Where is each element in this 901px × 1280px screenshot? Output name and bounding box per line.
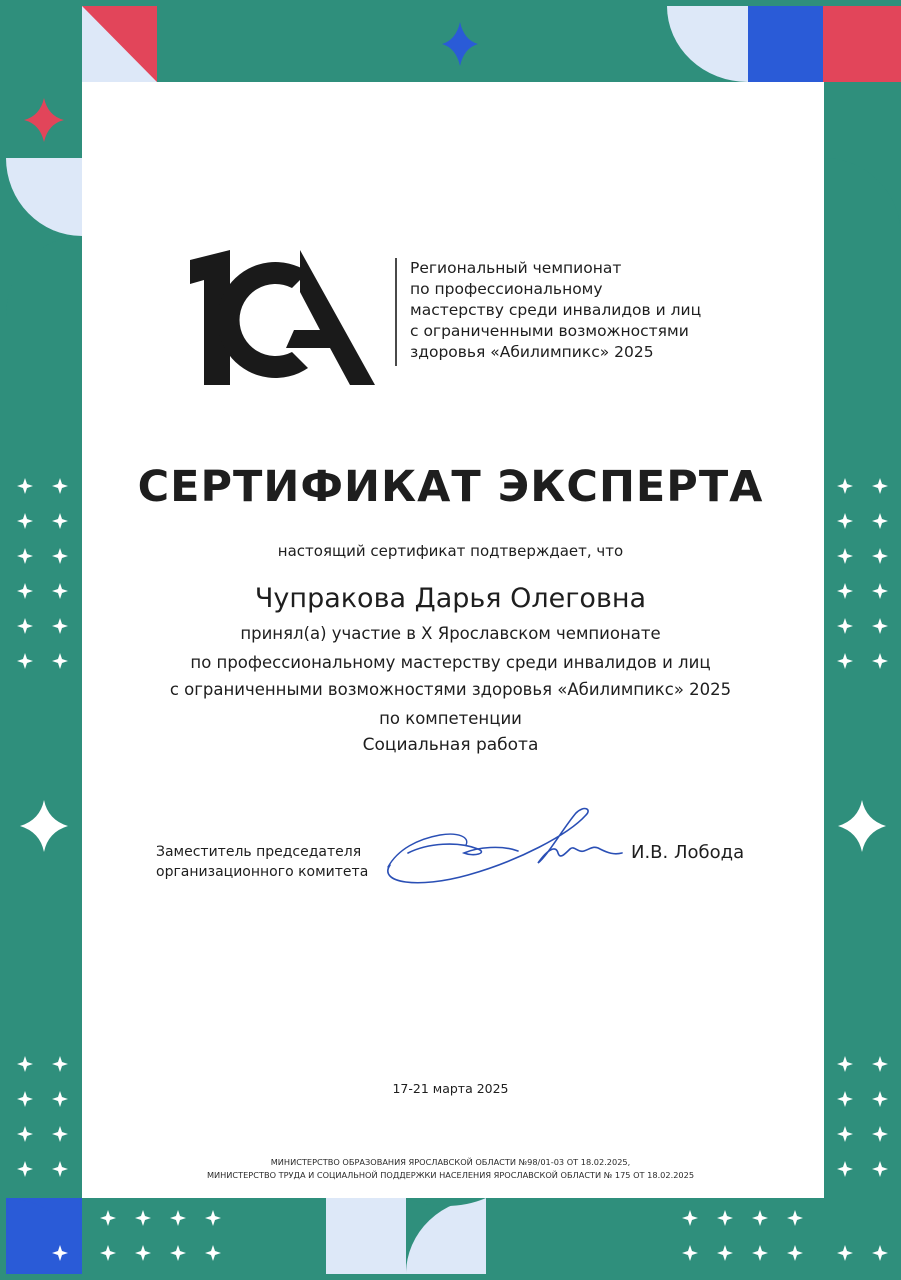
org-line: по профессиональному: [410, 280, 603, 298]
abilympics-logo: [190, 250, 375, 385]
footer-line: МИНИСТЕРСТВО ТРУДА И СОЦИАЛЬНОЙ ПОДДЕРЖКИ НАСЕЛЕНИЯ ЯРОСЛАВСКОЙ ОБЛАСТИ № 175 ОТ 18.02.2025: [206, 1170, 695, 1180]
signer-name: И.В. Лобода: [631, 842, 745, 863]
event-date: 17-21 марта 2025: [392, 1081, 509, 1096]
body-line: с ограниченными возможностями здоровья «Абилимпикс» 2025: [169, 680, 732, 699]
org-line: здоровья «Абилимпикс» 2025: [410, 343, 654, 361]
footer-references: [0, 1156, 901, 1182]
logo-divider: [395, 258, 397, 366]
competence-name: Социальная работа: [362, 735, 539, 755]
role-line: организационного комитета: [156, 864, 369, 880]
body-line: по компетенции: [379, 709, 522, 728]
recipient-name: Чупракова Дарья Олеговна: [254, 583, 647, 614]
body-line: принял(а) участие в X Ярославском чемпионате: [240, 624, 661, 643]
footer-line: МИНИСТЕРСТВО ОБРАЗОВАНИЯ ЯРОСЛАВСКОЙ ОБЛАСТИ №98/01-03 ОТ 18.02.2025,: [270, 1157, 631, 1167]
signatory-role: [156, 842, 386, 882]
organization-description: [410, 258, 740, 363]
certificate-title: СЕРТИФИКАТ ЭКСПЕРТА: [137, 462, 764, 512]
org-line: с ограниченными возможностями: [410, 322, 689, 340]
handwritten-signature: [378, 805, 623, 890]
role-line: Заместитель председателя: [156, 844, 362, 860]
org-line: Региональный чемпионат: [410, 259, 622, 277]
body-line: по профессиональному мастерству среди инвалидов и лиц: [190, 653, 711, 672]
intro-text: настоящий сертификат подтверждает, что: [277, 542, 624, 560]
org-line: мастерству среди инвалидов и лиц: [410, 301, 702, 319]
